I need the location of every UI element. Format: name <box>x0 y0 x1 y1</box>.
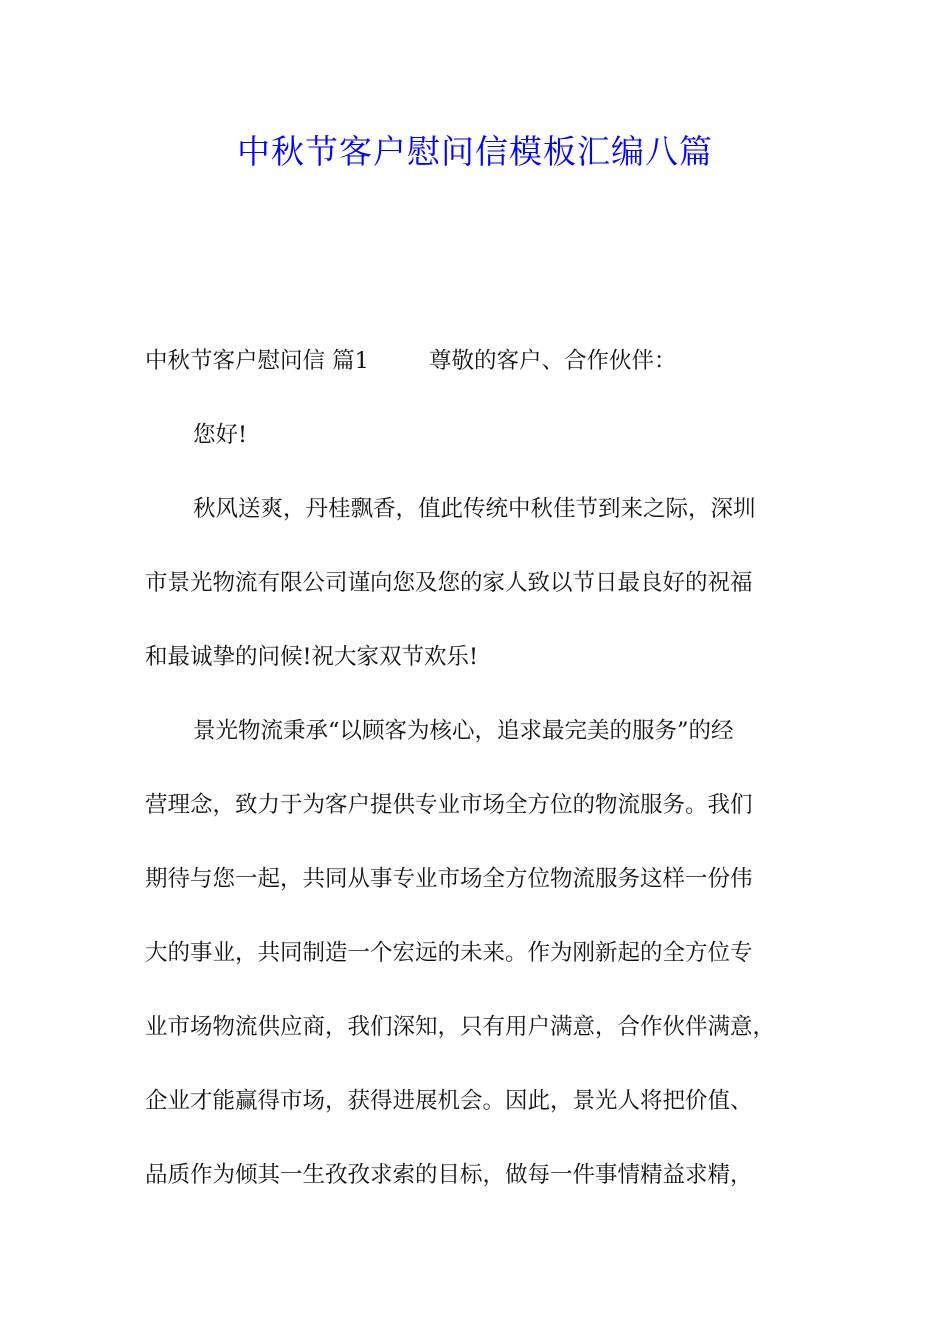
paragraph-line: 期待与您一起，共同从事专业市场全方位物流服务这样一份伟 <box>145 866 753 892</box>
paragraph-line: 和最诚挚的问候!祝大家双节欢乐! <box>145 644 479 670</box>
greeting-line: 您好! <box>193 422 248 448</box>
paragraph-line: 营理念，致力于为客户提供专业市场全方位的物流服务。我们 <box>145 792 753 818</box>
paragraph-line: 品质作为倾其一生孜孜求索的目标，做每一件事情精益求精， <box>145 1162 753 1188</box>
document-body <box>145 335 825 1223</box>
paragraph-line: 秋风送爽，丹桂飘香，值此传统中秋佳节到来之际，深圳 <box>193 496 756 522</box>
section-first-line <box>145 335 825 409</box>
document-title: 中秋节客户慰问信模板汇编八篇 <box>237 132 713 171</box>
paragraph-line: 业市场物流供应商，我们深知，只有用户满意，合作伙伴满意， <box>145 1014 776 1040</box>
paragraph-line: 大的事业，共同制造一个宏远的未来。作为刚新起的全方位专 <box>145 940 753 966</box>
salutation: 尊敬的客户、合作伙伴： <box>428 348 677 374</box>
paragraph-line: 景光物流秉承“以顾客为核心，追求最完美的服务”的经 <box>193 718 734 744</box>
section-heading: 中秋节客户慰问信 篇1 <box>145 348 369 374</box>
paragraph-line: 企业才能赢得市场，获得进展机会。因此，景光人将把价值、 <box>145 1088 753 1114</box>
paragraph-line: 市景光物流有限公司谨向您及您的家人致以节日最良好的祝福 <box>145 570 753 596</box>
